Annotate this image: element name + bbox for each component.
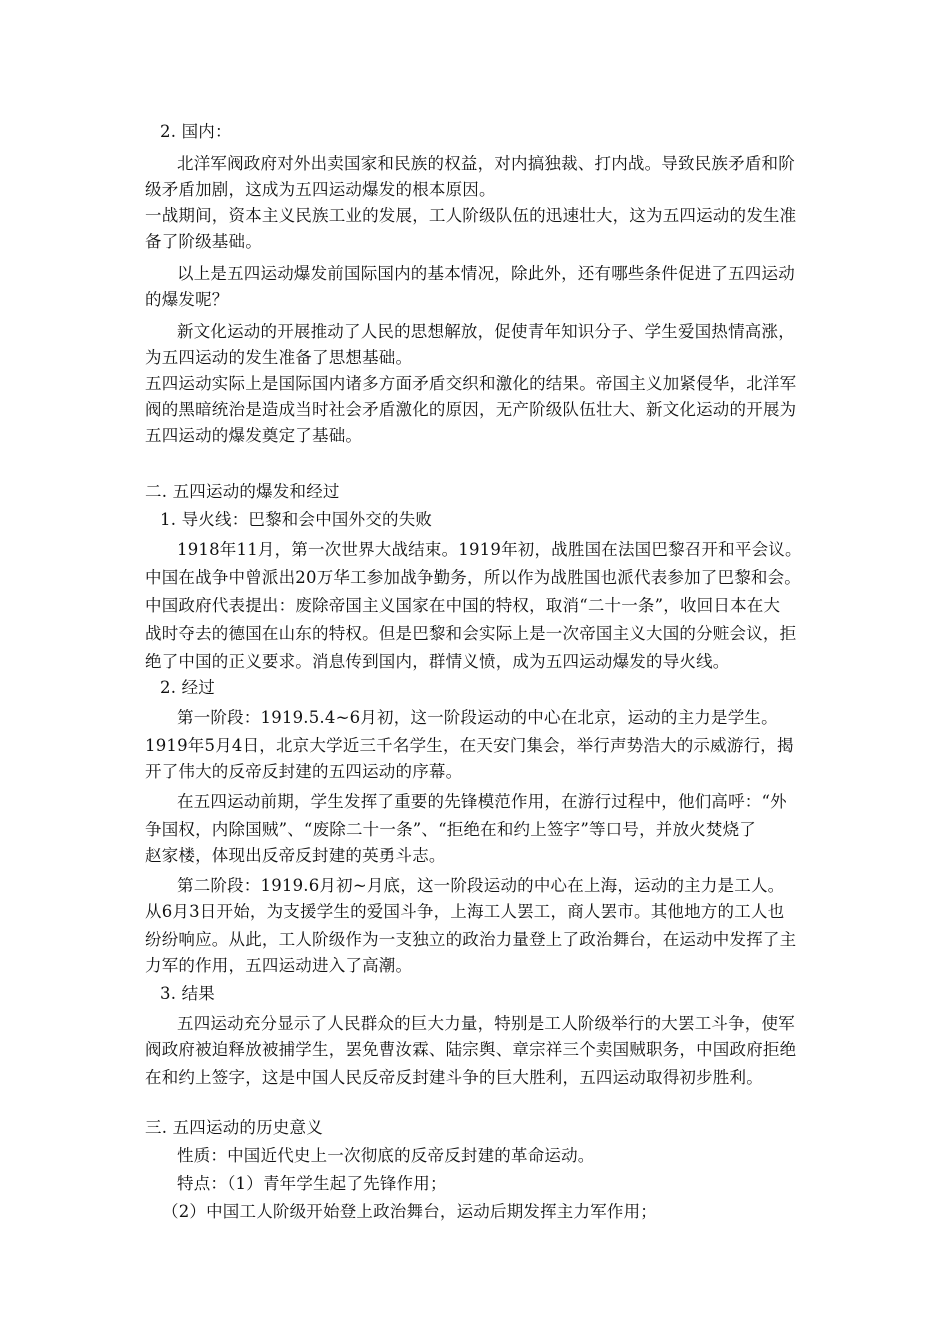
paragraph-line: 1918年11月，第一次世界大战结束。1919年初，战胜国在法国巴黎召开和平会议。 [177,540,802,559]
paragraph-line: 开了伟大的反帝反封建的五四运动的序幕。 [145,762,463,781]
paragraph-line: 级矛盾加剧，这成为五四运动爆发的根本原因。 [145,180,496,199]
paragraph-line: 的爆发呢？ [145,290,229,309]
section-heading-2: 二. 五四运动的爆发和经过 [145,482,340,501]
paragraph-line: 为五四运动的发生准备了思想基础。 [145,348,413,367]
paragraph-line: 以上是五四运动爆发前国际国内的基本情况，除此外，还有哪些条件促进了五四运动 [177,264,795,283]
subheading-trigger: 1. 导火线：巴黎和会中国外交的失败 [160,510,433,529]
paragraph-line: 五四运动实际上是国际国内诸多方面矛盾交织和激化的结果。帝国主义加紧侵华，北洋军 [145,374,797,393]
paragraph-line: 阀政府被迫释放被捕学生，罢免曹汝霖、陆宗舆、章宗祥三个卖国贼职务，中国政府拒绝 [145,1040,797,1059]
paragraph-line: 赵家楼，体现出反帝反封建的英勇斗志。 [145,846,446,865]
paragraph-line: 五四运动的爆发奠定了基础。 [145,426,363,445]
paragraph-line: 阀的黑暗统治是造成当时社会矛盾激化的原因，无产阶级队伍壮大、新文化运动的开展为 [145,400,797,419]
paragraph-line: 第二阶段：1919.6月初~月底，这一阶段运动的中心在上海，运动的主力是工人。 [177,876,785,895]
paragraph-line: 纷纷响应。从此，工人阶级作为一支独立的政治力量登上了政治舞台，在运动中发挥了主 [145,930,797,949]
paragraph-line: 备了阶级基础。 [145,232,262,251]
subheading-domestic: 2. 国内： [160,122,232,141]
paragraph-line: 力军的作用，五四运动进入了高潮。 [145,956,413,975]
section-heading-3: 三. 五四运动的历史意义 [145,1118,323,1137]
paragraph-line: 特点：（1）青年学生起了先锋作用； [177,1174,447,1193]
paragraph-line: 绝了中国的正义要求。消息传到国内，群情义愤，成为五四运动爆发的导火线。 [145,652,730,671]
paragraph-line: 五四运动充分显示了人民群众的巨大力量，特别是工人阶级举行的大罢工斗争，使军 [177,1014,795,1033]
paragraph-line: 中国在战争中曾派出20万华工参加战争勤务，所以作为战胜国也派代表参加了巴黎和会。 [145,568,801,587]
paragraph-line: 北洋军阀政府对外出卖国家和民族的权益，对内搞独裁、打内战。导致民族矛盾和阶 [177,154,795,173]
paragraph-line: 一战期间，资本主义民族工业的发展，工人阶级队伍的迅速壮大，这为五四运动的发生准 [145,206,797,225]
paragraph-line: 战时夺去的德国在山东的特权。但是巴黎和会实际上是一次帝国主义大国的分赃会议，拒 [145,624,797,643]
paragraph-line: （2）中国工人阶级开始登上政治舞台，运动后期发挥主力军作用； [162,1202,657,1221]
paragraph-line: 第一阶段：1919.5.4~6月初，这一阶段运动的中心在北京，运动的主力是学生。 [177,708,778,727]
paragraph-line: 新文化运动的开展推动了人民的思想解放，促使青年知识分子、学生爱国热情高涨， [177,322,795,341]
subheading-process: 2. 经过 [160,678,215,697]
paragraph-line: 从6月3日开始，为支援学生的爱国斗争，上海工人罢工，商人罢市。其他地方的工人也 [145,902,785,921]
paragraph-line: 1919年5月4日，北京大学近三千名学生，在天安门集会，举行声势浩大的示威游行，揭 [145,736,794,755]
paragraph-line: 在五四运动前期，学生发挥了重要的先锋模范作用，在游行过程中，他们高呼：“外 [177,792,787,811]
paragraph-line: 性质：中国近代史上一次彻底的反帝反封建的革命运动。 [177,1146,595,1165]
subheading-result: 3. 结果 [160,984,215,1003]
paragraph-line: 在和约上签字，这是中国人民反帝反封建斗争的巨大胜利，五四运动取得初步胜利。 [145,1068,763,1087]
paragraph-line: 中国政府代表提出：废除帝国主义国家在中国的特权，取消“二十一条”，收回日本在大 [145,596,781,615]
paragraph-line: 争国权，内除国贼”、“废除二十一条”、“拒绝在和约上签字”等口号，并放火焚烧了 [145,820,756,839]
